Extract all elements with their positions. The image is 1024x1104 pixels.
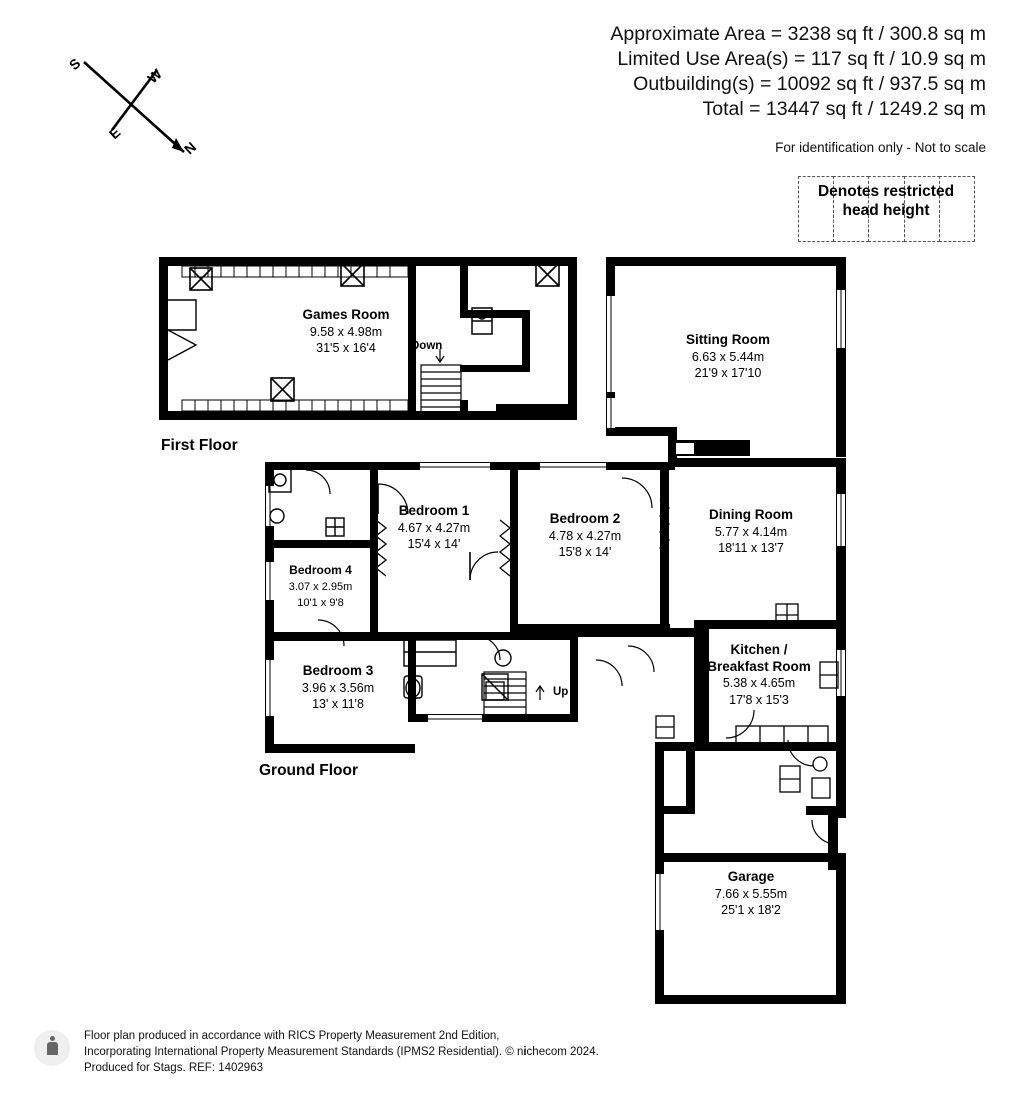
footer-line-1: Floor plan produced in accordance with RICS Property Measurement 2nd Edition,	[84, 1030, 500, 1042]
compass-label-s: S	[65, 54, 84, 74]
stairs-down-label: Down	[411, 340, 443, 352]
room-imperial: 21'9 x 17'10	[694, 366, 762, 380]
room-name: Dining Room	[709, 507, 793, 522]
room-imperial: 18'11 x 13'7	[718, 541, 784, 555]
footer-line-3: Produced for Stags. REF: 1402963	[84, 1062, 263, 1074]
approx-area-text: Approximate Area = 3238 sq ft / 300.8 sq m	[610, 23, 986, 45]
room-metric: 3.07 x 2.95m	[288, 580, 353, 593]
room-label-dining-room	[651, 507, 851, 557]
footer-line-2b: nichecom 2024.	[516, 1046, 599, 1058]
room-name: Bedroom 3	[302, 663, 374, 678]
room-name: Bedroom 2	[549, 511, 621, 526]
disclaimer-text: For identification only - Not to scale	[775, 140, 986, 155]
limited-use-area-text: Limited Use Area(s) = 117 sq ft / 10.9 sq m	[617, 48, 986, 70]
key-line-1: Denotes restricted	[817, 183, 955, 200]
room-metric: 5.38 x 4.65m	[722, 676, 796, 690]
room-imperial: 31'5 x 16'4	[316, 341, 376, 355]
outbuilding-area-text: Outbuilding(s) = 10092 sq ft / 937.5 sq m	[633, 73, 986, 95]
room-name-second-line: Breakfast Room	[707, 658, 811, 674]
stairs-up-label: Up	[553, 686, 569, 698]
room-label-garage	[651, 869, 851, 919]
room-metric: 5.77 x 4.14m	[714, 524, 788, 539]
room-metric: 6.63 x 5.44m	[691, 349, 765, 364]
room-metric: 3.96 x 3.56m	[301, 680, 375, 695]
room-name: Garage	[727, 869, 775, 884]
room-label-bedroom-4	[228, 562, 413, 612]
room-imperial: 10'1 x 9'8	[297, 597, 344, 609]
room-metric: 7.66 x 5.55m	[714, 886, 788, 901]
compass-label-n: N	[180, 138, 200, 158]
room-name: Sitting Room	[686, 332, 770, 347]
room-imperial: 13' x 11'8	[312, 697, 364, 711]
room-name: Games Room	[302, 307, 390, 322]
compass-label-e: E	[105, 123, 124, 143]
room-name: Bedroom 1	[398, 503, 470, 518]
rics-person-icon	[34, 1030, 70, 1066]
room-imperial: 17'8 x 15'3	[729, 692, 789, 707]
footer-line-2a: Incorporating International Property Measurement Standards (IPMS2 Residential).	[84, 1046, 503, 1058]
room-label-bedroom-3	[238, 663, 438, 713]
key-line-2: head height	[842, 202, 930, 219]
room-label-kitchen-breakfast-room	[669, 642, 849, 708]
ground-floor-label: Ground Floor	[259, 762, 359, 779]
room-name: Kitchen /	[730, 642, 788, 657]
room-metric: 4.78 x 4.27m	[548, 528, 622, 543]
room-imperial: 25'1 x 18'2	[721, 903, 781, 917]
room-imperial: 15'8 x 14'	[558, 545, 612, 559]
copyright-symbol: ©	[505, 1046, 514, 1058]
total-area-text: Total = 13447 sq ft / 1249.2 sq m	[702, 98, 986, 120]
room-metric: 4.67 x 4.27m	[397, 520, 471, 535]
footer-line-2	[84, 1044, 599, 1060]
room-name: Bedroom 4	[289, 563, 352, 577]
first-floor-label: First Floor	[161, 437, 238, 454]
room-label-sitting-room	[628, 332, 828, 382]
compass-label-w: W	[144, 65, 165, 87]
room-imperial: 15'4 x 14'	[407, 537, 461, 551]
room-metric: 9.58 x 4.98m	[309, 324, 383, 339]
footer-note	[84, 1028, 599, 1076]
